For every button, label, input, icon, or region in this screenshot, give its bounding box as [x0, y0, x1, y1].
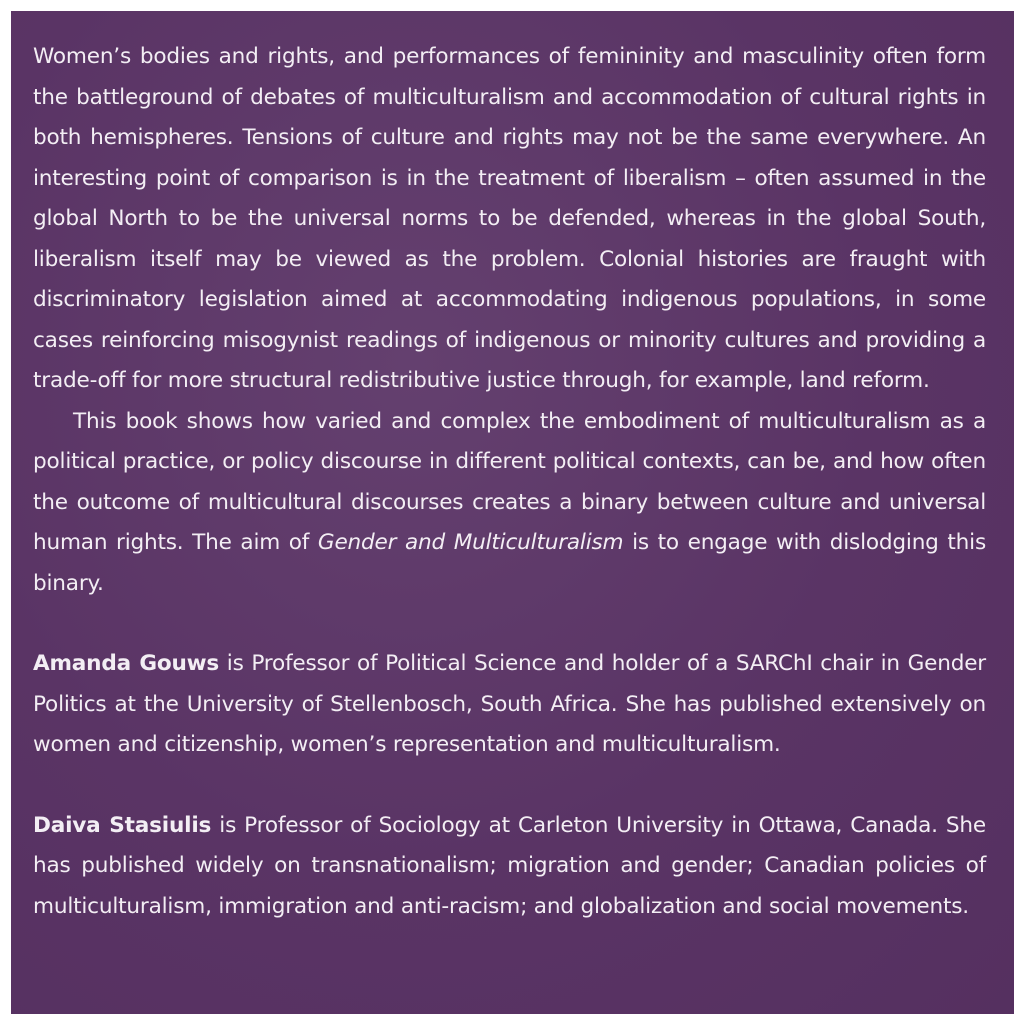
blurb-paragraph-2 [33, 402, 986, 605]
blurb-paragraph-2-start: This book shows how varied and complex the embodiment of multiculturalism as a political practice, or policy discourse in different political contexts, can be, and how often the outcome of multicultural discourses creates a binary between culture and universal human rights. The aim of [33, 408, 986, 555]
author-bio-text-1: is Professor of Political Science and holder of a SARChI chair in Gender Politics at the University of Stellenbosch, South Africa. She has published extensively on women and citizenship, women’s representation and multiculturalism. [33, 651, 986, 757]
author-bio-1 [33, 644, 986, 766]
back-cover [11, 11, 1014, 1014]
blurb-paragraph-2-end: is to engage with dislodging this binary. [33, 530, 986, 596]
author-name-1: Amanda Gouws [33, 651, 220, 676]
author-name-2: Daiva Stasiulis [33, 812, 212, 838]
author-bio-text-2: is Professor of Sociology at Carleton University in Ottawa, Canada. She has published widely on transnationalism; migration and gender; Canadian policies of multiculturalism, immigration and anti-racism; and globalization and social movements. [33, 812, 986, 919]
book-title: Gender and Multiculturalism [317, 530, 624, 555]
blurb-paragraph-1: Women’s bodies and rights, and performances of femininity and masculinity often form the battleground of debates of multiculturalism and accommodation of cultural rights in both hemispheres. Tensions of culture and rights may not be the same everywhere. An interesting point of comparison is in the treatment of liberalism – often assumed in the global North to be the universal norms to be defended, whereas in the global South, liberalism itself may be viewed as the problem. Colonial histories are fraught with discriminatory legislation aimed at accommodating indigenous populations, in some cases reinforcing misogynist readings of indigenous or minority cultures and providing a trade-off for more structural redistributive justice through, for example, land reform. [33, 44, 986, 393]
author-bio-2 [33, 806, 986, 928]
blurb [33, 37, 986, 927]
